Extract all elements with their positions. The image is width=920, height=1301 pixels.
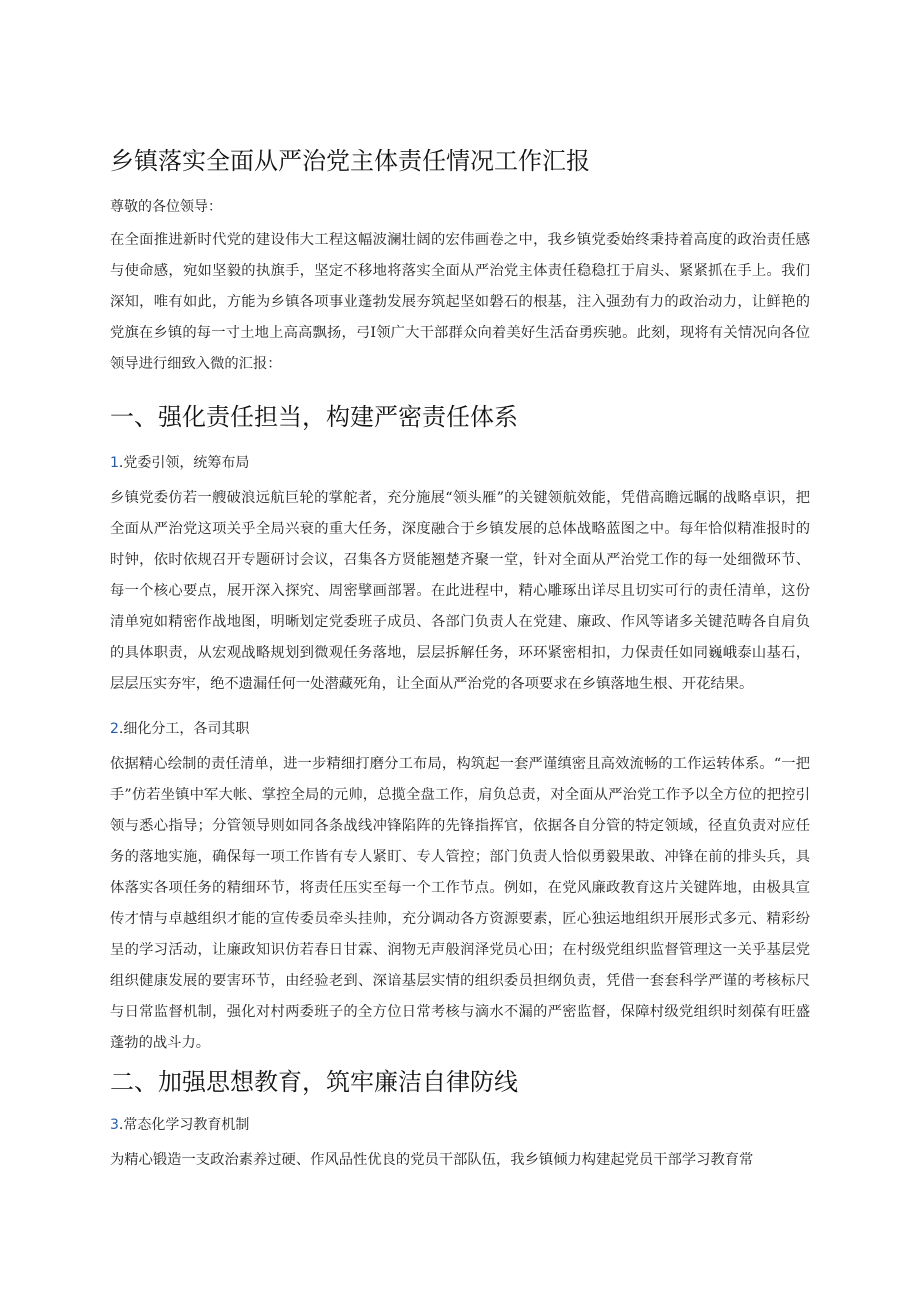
section-1-heading: 一、强化责任担当，构建严密责任体系: [110, 403, 518, 431]
item-1-title: .党委引领，统筹布局: [118, 455, 250, 471]
intro-paragraph: 在全面推进新时代党的建设伟大工程这幅波澜壮阔的宏伟画卷之中，我乡镇党委始终秉持着高度的政治责任感与使命感，宛如坚毅的执旗手，坚定不移地将落实全面从严治党主体责任稳稳扛于肩头、紧紧抓在手上。我们深知，唯有如此，方能为乡镇各项事业蓬勃发展夯筑起坚如磐石的根基，注入强劲有力的政治动力，让鲜艳的党旗在乡镇的每一寸土地上高高飘扬，弓I领广大干部群众向着美好生活奋勇疾驰。此刻，现将有关情况向各位领导进行细致入微的汇报：: [110, 232, 810, 372]
item-2-title: .细化分工，各司其职: [118, 721, 250, 737]
item-2-body: 依据精心绘制的责任清单，进一步精细打磨分工布局，构筑起一套严谨缜密且高效流畅的工作运转体系。“一把手”仿若坐镇中军大帐、掌控全局的元帅，总揽全盘工作，肩负总责，对全面从严治党工作予以全方位的把控引领与悉心指导；分管领导则如同各条战线冲锋陷阵的先锋指挥官，依据各自分管的特定领域，径直负责对应任务的落地实施，确保每一项工作皆有专人紧盯、专人管控；部门负责人恰似勇毅果敢、冲锋在前的排头兵，具体落实各项任务的精细环节，将责任压实至每一个工作节点。例如，在党风廉政教育这片关键阵地，由极具宣传才情与卓越组织才能的宣传委员牵头挂帅，充分调动各方资源要素，匠心独运地组织开展形式多元、精彩纷呈的学习活动，让廉政知识仿若春日甘霖、润物无声般润泽党员心田；在村级党组织监督管理这一关乎基层党组织健康发展的要害环节，由经验老到、深谙基层实情的组织委员担纲负责，凭借一套套科学严谨的考核标尺与日常监督机制，强化对村两委班子的全方位日常考核与滴水不漏的严密监督，保障村级党组织时刻葆有旺盛蓬勃的战斗力。: [110, 756, 810, 1051]
item-1-body: 乡镇党委仿若一艘破浪远航巨轮的掌舵者，充分施展“领头雁”的关键领航效能，凭借高瞻远瞩的战略卓识，把全面从严治党这项关乎全局兴衰的重大任务，深度融合于乡镇发展的总体战略蓝图之中。每年恰似精准报时的时钟，依时依规召开专题研讨会议，召集各方贤能翘楚齐聚一堂，针对全面从严治党工作的每一处细微环节、每一个核心要点，展开深入探究、周密擘画部署。在此进程中，精心雕琢出详尽且切实可行的责任清单，这份清单宛如精密作战地图，明晰划定党委班子成员、各部门负责人在党建、廉政、作风等诸多关键范畴各自肩负的具体职责，从宏观战略规划到微观任务落地，层层拆解任务，环环紧密相扣，力保责任如同巍峨泰山基石，层层压实夯牢，绝不遗漏任何一处潜藏死角，让全面从严治党的各项要求在乡镇落地生根、开花结果。: [110, 490, 810, 692]
item-3-subheading: [110, 1115, 249, 1135]
document-title: 乡镇落实全面从严治党主体责任情况工作汇报: [110, 147, 590, 175]
section-2-heading: 二、加强思想教育，筑牢廉洁自律防线: [110, 1068, 518, 1096]
item-3-body: 为精心锻造一支政治素养过硬、作风品性优良的党员干部队伍，我乡镇倾力构建起党员干部学习教育常: [110, 1152, 754, 1168]
item-2-subheading: [110, 719, 249, 739]
salutation: 尊敬的各位领导：: [110, 199, 222, 215]
item-1-number: 1: [110, 455, 119, 471]
item-1-subheading: [110, 453, 249, 473]
item-3-title: .常态化学习教育机制: [118, 1117, 250, 1133]
item-3-number: 3: [110, 1117, 119, 1133]
item-2-number: 2: [110, 721, 119, 737]
